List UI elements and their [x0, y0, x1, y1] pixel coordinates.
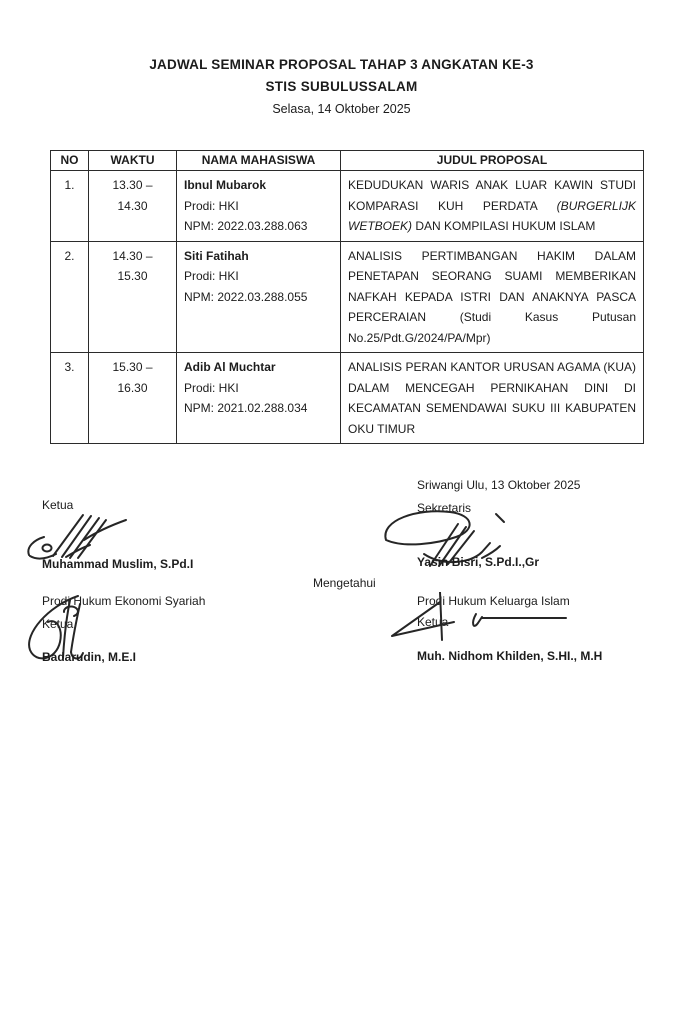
schedule-table — [50, 150, 644, 444]
sekretaris-name: Yasin Bisri, S.Pd.I.,Gr — [417, 555, 540, 569]
page-title: JADWAL SEMINAR PROPOSAL TAHAP 3 ANGKATAN KE-3 — [149, 57, 534, 72]
column-header-judul: JUDUL PROPOSAL — [341, 151, 644, 171]
page-subtitle: STIS SUBULUSSALAM — [265, 79, 418, 94]
proposal-title-text: ANALISIS PERTIMBANGAN HAKIM DALAM PENETAPAN SEORANG SUAMI MEMBERIKAN NAFKAH KEPADA ISTRI DAN ANAKNYA PASCA PERCERAIAN (Studi Kasus Putusan No.25/Pdt.G/2024/PA/Mpr) — [348, 248, 636, 345]
prodi-left-title: Prodi Hukum Ekonomi Syariah — [42, 594, 206, 608]
sekretaris-label: Sekretaris — [417, 501, 472, 515]
student-npm: NPM: 2021.02.288.034 — [184, 401, 308, 415]
column-header-no: NO — [51, 151, 89, 171]
student-npm: NPM: 2022.03.288.055 — [184, 289, 308, 304]
mengetahui-label: Mengetahui — [313, 576, 376, 590]
row-number: 2. — [51, 241, 89, 353]
table-header-row — [51, 151, 644, 171]
table-row — [51, 171, 644, 242]
proposal-title — [341, 353, 644, 444]
row-number: 1. — [51, 171, 89, 242]
table-row — [51, 241, 644, 353]
student-prodi: Prodi: HKI — [184, 380, 239, 395]
proposal-title-text: KEDUDUKAN WARIS ANAK LUAR KAWIN STUDI KOMPARASI KUH PERDATA — [348, 178, 636, 213]
column-header-nama: NAMA MAHASISWA — [177, 151, 341, 171]
proposal-title — [341, 241, 644, 353]
student-name: Ibnul Mubarok — [184, 178, 266, 192]
time-slot: 14.30 – 15.30 — [89, 241, 177, 353]
student-prodi: Prodi: HKI — [184, 198, 239, 213]
proposal-title-italic: (BURGERLIJK WETBOEK) — [348, 198, 636, 233]
prodi-right-title: Prodi Hukum Keluarga Islam — [417, 594, 570, 608]
prodi-left-name: Badarudin, M.E.I — [42, 650, 137, 664]
prodi-left-role: Ketua — [42, 617, 74, 631]
signature-muhammad-muslim — [26, 507, 158, 561]
student-cell — [177, 241, 341, 353]
student-name: Adib Al Muchtar — [184, 360, 276, 374]
proposal-title-text-end: DAN KOMPILASI HUKUM ISLAM — [412, 219, 596, 233]
document-header — [0, 54, 683, 120]
signature-muh-nidhom — [388, 592, 574, 648]
student-prodi: Prodi: HKI — [184, 269, 239, 283]
row-number: 3. — [51, 353, 89, 444]
student-cell — [177, 171, 341, 242]
column-header-waktu: WAKTU — [89, 151, 177, 171]
prodi-right-name: Muh. Nidhom Khilden, S.HI., M.H — [417, 649, 603, 663]
ketua-name: Muhammad Muslim, S.Pd.I — [42, 557, 194, 571]
place-date: Sriwangi Ulu, 13 Oktober 2025 — [417, 478, 581, 492]
student-npm: NPM: 2022.03.288.063 — [184, 219, 308, 233]
prodi-right-role: Ketua — [417, 615, 449, 629]
time-slot: 15.30 – 16.30 — [89, 353, 177, 444]
student-cell — [177, 353, 341, 444]
student-name: Siti Fatihah — [184, 248, 249, 263]
ketua-label: Ketua — [42, 498, 74, 512]
time-slot: 13.30 – 14.30 — [89, 171, 177, 242]
table-row — [51, 353, 644, 444]
proposal-title — [341, 171, 644, 242]
proposal-title-text: ANALISIS PERAN KANTOR URUSAN AGAMA (KUA) DALAM MENCEGAH PERNIKAHAN DINI DI KECAMATAN SEMENDAWAI SUKU III KABUPATEN OKU TIMUR — [348, 360, 636, 436]
document-date: Selasa, 14 Oktober 2025 — [272, 102, 411, 116]
